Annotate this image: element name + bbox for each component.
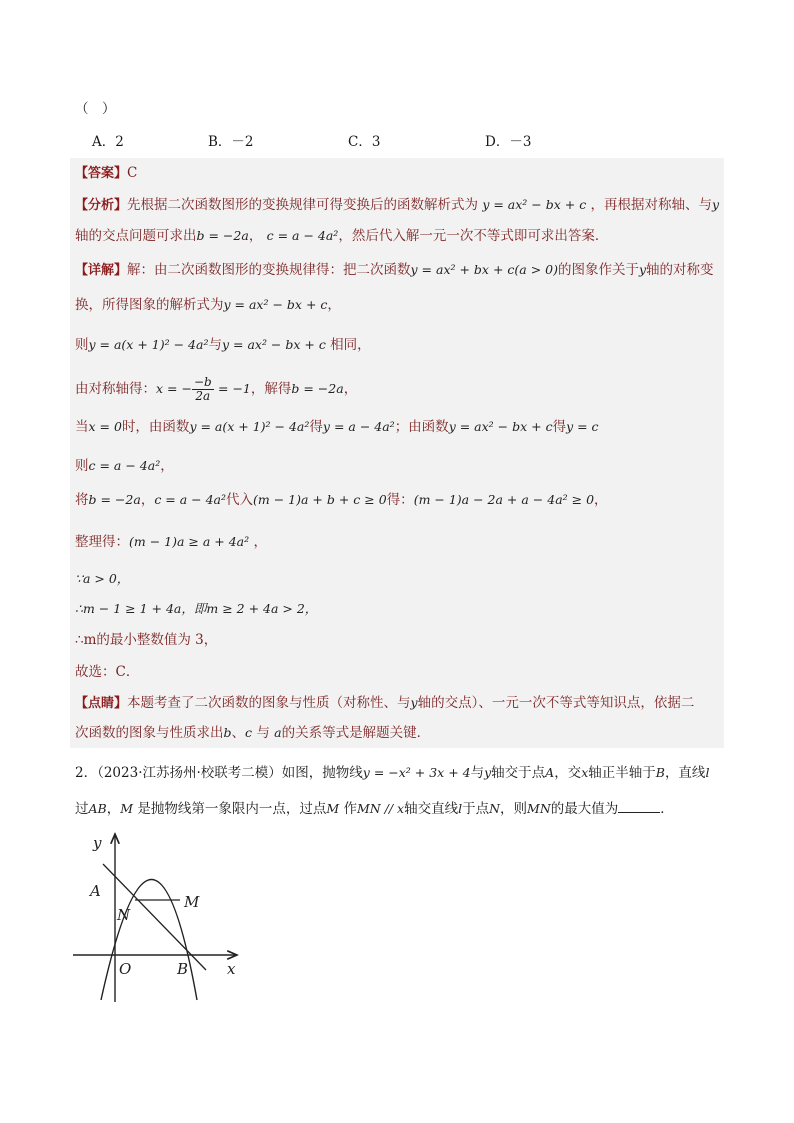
math-expr: (m − 1)a + b + c ≥ 0	[253, 492, 387, 507]
point-text: 次函数的图象与性质求出	[75, 725, 224, 741]
detail-text: 的图象作关于	[557, 262, 639, 278]
math-var: b	[223, 725, 232, 740]
math-var: A	[545, 765, 555, 780]
detail-line-11: ∴m的最小整数值为 3，	[75, 632, 218, 648]
detail-line-9: ∵a > 0，	[75, 571, 130, 586]
question-text: 轴交于点	[491, 765, 546, 781]
math-expr: = −1	[218, 381, 251, 396]
point-text: 、	[231, 725, 246, 741]
detail-line-10: ∴m − 1 ≥ 1 + 4a，即m ≥ 2 + 4a > 2，	[75, 601, 318, 616]
question-text: ，则	[500, 801, 528, 817]
fraction	[192, 376, 214, 403]
label-m: M	[184, 893, 200, 911]
label-b: B	[177, 960, 189, 978]
math-expr: y = ax² − bx + c	[221, 337, 326, 352]
detail-line-1	[75, 259, 714, 282]
question-text: 是抛物线第一象限内一点，过点	[137, 801, 327, 817]
detail-text: 解：由二次函数图形的变换规律得：把二次函数	[127, 262, 411, 278]
math-var: y	[712, 197, 720, 212]
answer-line	[75, 162, 137, 185]
math-var: y	[410, 695, 418, 710]
detail-line-6	[75, 455, 174, 477]
question-text: ，交	[554, 765, 582, 781]
question-text: 过	[75, 801, 89, 817]
question-text: 与	[470, 765, 485, 781]
detail-line-2	[75, 294, 341, 316]
math-var: l	[458, 801, 463, 816]
label-o: O	[119, 960, 132, 978]
choice-list	[92, 131, 692, 153]
detail-line-12: 故选：C．	[75, 664, 140, 680]
detail-line-4	[75, 374, 357, 404]
math-var: B	[655, 765, 665, 780]
math-var: a	[274, 725, 282, 740]
question-text: 2．（2023·江苏扬州·校联考二模）如图，抛物线	[75, 765, 363, 781]
point-line-2	[75, 722, 430, 744]
question2-line-1	[75, 762, 709, 784]
math-expr: y = a − 4a²	[322, 419, 395, 434]
detail-text: 将	[75, 492, 89, 508]
analysis-line-2	[75, 225, 608, 247]
label-y: y	[93, 834, 102, 852]
detail-line-5	[75, 416, 599, 438]
detail-text: 换，所得图象的解析式为	[75, 297, 224, 313]
analysis-line-1	[75, 194, 719, 217]
question-text: 轴交直线	[404, 801, 459, 817]
math-expr: (m − 1)a − 2a + a − 4a² ≥ 0	[413, 492, 595, 507]
answer-blank[interactable]	[618, 798, 660, 813]
answer-value: C	[127, 165, 138, 181]
math-var: c	[245, 725, 253, 740]
detail-text: 得：	[386, 492, 414, 508]
detail-text: ；由函数	[394, 419, 449, 435]
answer-tag: 【答案】	[75, 166, 128, 181]
detail-tag: 【详解】	[75, 263, 128, 278]
question-text: ，	[106, 801, 121, 817]
math-var: M	[120, 801, 134, 816]
math-expr: MN // x	[356, 801, 405, 816]
choice-c[interactable]: C．3	[348, 134, 381, 150]
question-text: 的最大值为	[550, 801, 619, 817]
math-expr: y = ax² − bx + c	[482, 197, 587, 212]
math-expr: y = c	[566, 419, 599, 434]
question-text: ，直线	[664, 765, 706, 781]
math-expr: (m − 1)a ≥ a + 4a²	[129, 534, 250, 549]
detail-text: 由对称轴得：	[75, 381, 156, 397]
detail-text: ，	[160, 458, 174, 474]
math-expr: x = −	[156, 381, 192, 396]
question-text: 于点	[462, 801, 490, 817]
math-var: AB	[88, 801, 107, 816]
label-n: N	[117, 906, 131, 924]
math-expr: b = −2a	[196, 228, 249, 243]
point-tag: 【点睛】	[75, 696, 128, 711]
fraction-numerator: −b	[193, 375, 212, 389]
math-expr: y = ax² − bx + c	[448, 419, 553, 434]
analysis-text: 先根据二次函数图形的变换规律可得变换后的函数解析式为	[127, 197, 479, 213]
label-a: A	[90, 882, 101, 900]
detail-text: 与	[208, 337, 222, 353]
math-expr: y = a(x + 1)² − 4a²	[88, 337, 209, 352]
detail-text: 相同，	[330, 337, 371, 353]
math-expr: b = −2a	[88, 492, 141, 507]
detail-text: 轴的对称变	[646, 262, 714, 278]
detail-text: ，	[327, 297, 341, 313]
detail-text: 整理得：	[75, 534, 129, 550]
analysis-text: ，再根据对称轴、与	[590, 197, 712, 213]
detail-line-3	[75, 334, 371, 356]
question2-line-2	[75, 798, 674, 820]
math-expr: b = −2a	[291, 381, 344, 396]
math-expr: x = 0	[88, 419, 122, 434]
math-expr: c = a − 4a²	[154, 492, 227, 507]
point-text: 轴的交点）、一元一次不等式等知识点，依据二	[417, 695, 695, 711]
math-expr: y = ax² + bx + c(a > 0)	[410, 262, 558, 277]
detail-text: 当	[75, 419, 89, 435]
analysis-text: ，然后代入解一元一次不等式即可求出答案．	[338, 228, 609, 244]
math-var: y	[484, 765, 492, 780]
separator: ，	[140, 492, 155, 508]
detail-text: 得	[309, 419, 323, 435]
choice-a[interactable]: A．2	[92, 134, 124, 150]
point-text: 与	[256, 725, 270, 741]
detail-text: ，	[594, 492, 608, 508]
math-var: x	[581, 765, 589, 780]
detail-line-8	[75, 531, 267, 553]
detail-text: 代入	[226, 492, 254, 508]
question-text: ．	[660, 801, 674, 817]
point-text: 本题考查了二次函数的图象与性质（对称性、与	[127, 695, 411, 711]
analysis-tag: 【分析】	[75, 198, 128, 213]
detail-text: 则	[75, 337, 89, 353]
separator: ，	[248, 228, 263, 244]
math-var: y	[638, 262, 647, 277]
math-var: M	[326, 801, 340, 816]
math-expr: y = a(x + 1)² − 4a²	[189, 419, 310, 434]
math-var: MN	[527, 801, 551, 816]
math-expr: c = a − 4a²	[266, 228, 339, 243]
detail-text: 时，由函数	[121, 419, 190, 435]
question-text: 作	[343, 801, 357, 817]
detail-text: 得	[552, 419, 567, 435]
parabola-figure	[65, 822, 255, 1007]
point-line-1	[75, 692, 694, 715]
choice-d[interactable]: D．－3	[485, 134, 532, 150]
point-text: 的关系等式是解题关键．	[281, 725, 431, 741]
choice-b[interactable]: B．－2	[208, 134, 254, 150]
question-text: 轴正半轴于	[588, 765, 656, 781]
detail-text: ，	[253, 534, 267, 550]
math-var: l	[705, 765, 710, 780]
fraction-denominator: 2a	[195, 389, 211, 403]
math-expr: c = a − 4a²	[88, 458, 161, 473]
math-expr: y = ax² − bx + c	[223, 297, 328, 312]
detail-text: ，解得	[250, 381, 292, 397]
detail-text: ，	[343, 381, 358, 397]
detail-text: 则	[75, 458, 89, 474]
detail-line-7	[75, 489, 608, 511]
analysis-text: 轴的交点问题可求出	[75, 228, 197, 244]
math-expr: y = −x² + 3x + 4	[362, 765, 471, 780]
question-paren: （ ）	[75, 101, 116, 117]
math-var: N	[489, 801, 501, 816]
label-x: x	[227, 960, 236, 978]
